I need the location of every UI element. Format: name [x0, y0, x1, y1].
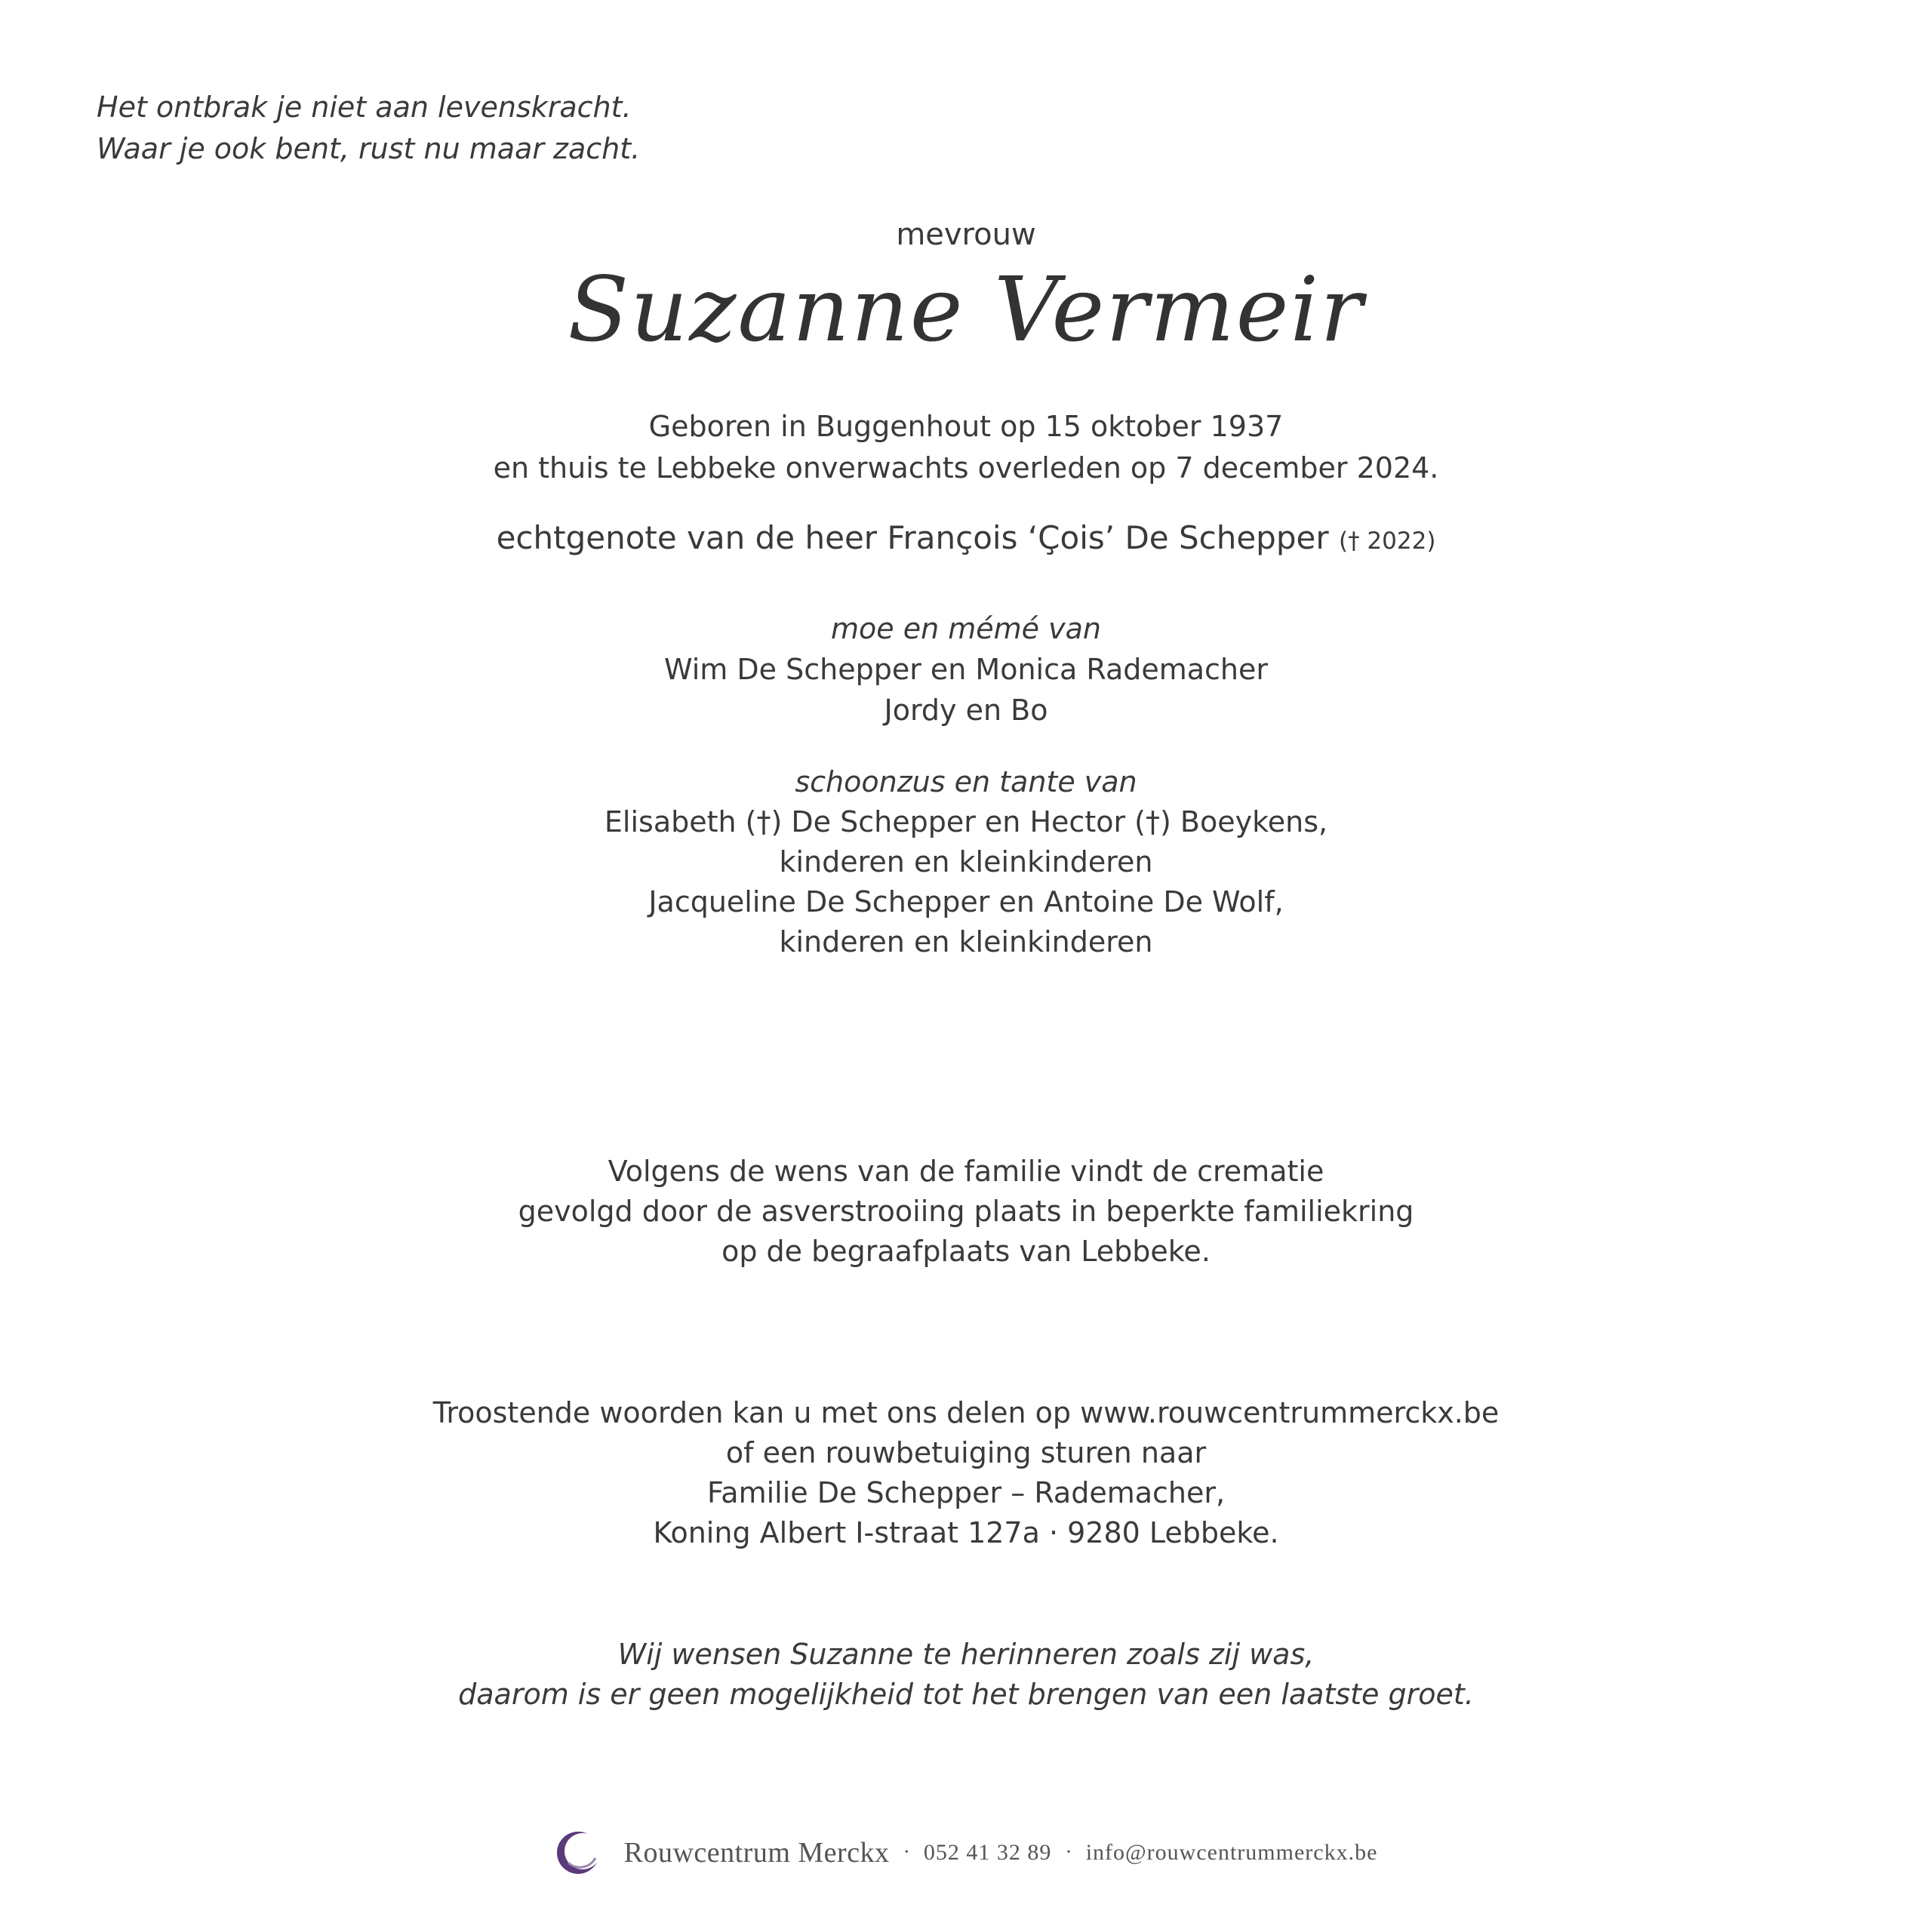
footer [0, 1826, 1932, 1879]
footer-separator: · [903, 1841, 910, 1864]
spouse-text: echtgenote van de heer François ‘Çois’ De Schepper [496, 519, 1329, 556]
honorific-title: mevrouw [896, 217, 1036, 252]
verse-line: Waar je ook bent, rust nu maar zacht. [97, 132, 641, 165]
crescent-moon-logo-icon [555, 1829, 601, 1876]
funeral-home-name: Rouwcentrum Merckx [623, 1837, 890, 1869]
deceased-name: Suzanne Vermeir [568, 257, 1364, 361]
birth-death-details [0, 406, 1932, 489]
birth-line: Geboren in Buggenhout op 15 oktober 1937 [648, 410, 1284, 443]
children-label: moe en mémé van [831, 612, 1101, 645]
family-line: Jacqueline De Schepper en Antoine De Wolf, [648, 885, 1284, 918]
spouse-line [0, 516, 1932, 563]
cremation-line: gevolgd door de asverstrooiing plaats in beperkte familiekring [518, 1195, 1414, 1228]
cremation-line: Volgens de wens van de familie vindt de crematie [608, 1155, 1324, 1188]
cremation-notice [0, 1152, 1932, 1272]
cremation-line: op de begraafplaats van Lebbeke. [721, 1235, 1211, 1268]
family-line: Elisabeth (†) De Schepper en Hector (†) Boeykens, [604, 805, 1328, 838]
spouse-death-note: († 2022) [1338, 528, 1436, 555]
closing-line: daarom is er geen mogelijkheid tot het brengen van een laatste groet. [458, 1678, 1474, 1711]
verse-line: Het ontbrak je niet aan levenskracht. [97, 91, 632, 124]
death-line: en thuis te Lebbeke onverwachts overleden op 7 december 2024. [493, 451, 1439, 485]
condolences-line: of een rouwbetuiging sturen naar [725, 1436, 1207, 1469]
in-laws-section [0, 762, 1932, 962]
children-section [0, 608, 1932, 731]
footer-phone: 052 41 32 89 [923, 1840, 1052, 1865]
footer-email: info@rouwcentrummerckx.be [1085, 1840, 1378, 1865]
family-line: kinderen en kleinkinderen [779, 925, 1153, 958]
opening-verse [97, 87, 640, 170]
family-line: Jordy en Bo [884, 694, 1048, 727]
footer-separator: · [1065, 1841, 1072, 1864]
family-line: kinderen en kleinkinderen [779, 845, 1153, 878]
closing-line: Wij wensen Suzanne te herinneren zoals zij was, [617, 1638, 1315, 1671]
condolences-line: Familie De Schepper – Rademacher, [706, 1476, 1226, 1509]
closing-note [0, 1635, 1932, 1715]
in-laws-label: schoonzus en tante van [795, 765, 1137, 798]
condolences-line: Koning Albert I-straat 127a · 9280 Lebbeke. [653, 1516, 1279, 1549]
family-line: Wim De Schepper en Monica Rademacher [663, 653, 1269, 686]
condolences-line: Troostende woorden kan u met ons delen op www.rouwcentrummerckx.be [432, 1396, 1500, 1429]
condolences-notice [0, 1393, 1932, 1553]
